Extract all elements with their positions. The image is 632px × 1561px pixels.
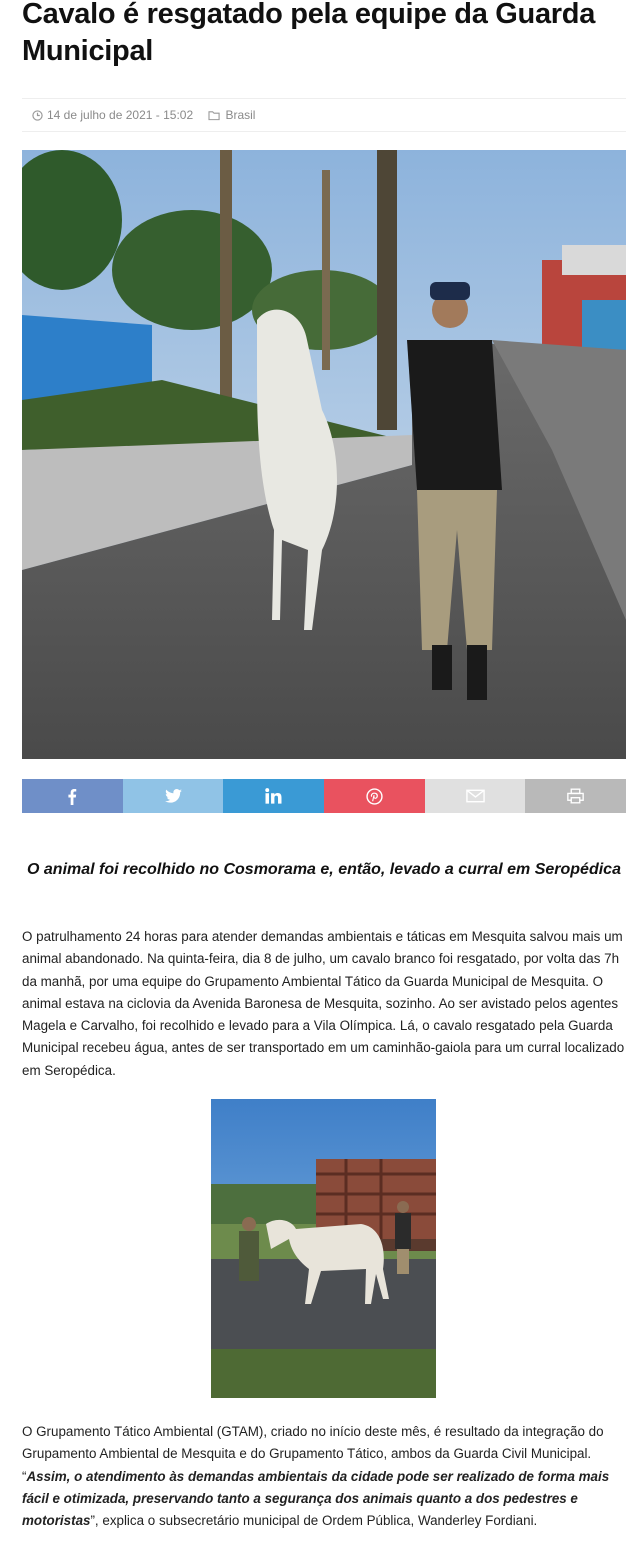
- article-date: [32, 99, 193, 131]
- linkedin-icon: [265, 788, 282, 804]
- facebook-icon: [67, 788, 77, 805]
- photo-guard-walking-white-horse: [22, 150, 626, 759]
- second-photo: [211, 1099, 436, 1398]
- share-email-button[interactable]: [425, 779, 526, 813]
- paragraph-2-quote: Assim, o atendimento às demandas ambientais da cidade pode ser realizado de forma mais fácil e otimizada, preservando tanto a segurança dos animais quanto a dos pedestres e motoristas: [22, 1468, 610, 1529]
- article-category[interactable]: [208, 99, 255, 131]
- share-facebook-button[interactable]: [22, 779, 123, 813]
- printer-icon: [567, 788, 584, 804]
- hero-photo: [22, 150, 626, 759]
- share-pinterest-button[interactable]: [324, 779, 425, 813]
- share-twitter-button[interactable]: [123, 779, 224, 813]
- share-bar: [22, 779, 626, 813]
- pinterest-icon: [366, 788, 383, 805]
- category-link[interactable]: Brasil: [225, 108, 256, 122]
- article-meta: [22, 98, 626, 132]
- twitter-icon: [165, 789, 182, 803]
- clock-icon: [32, 110, 43, 121]
- article-lead: O animal foi recolhido no Cosmorama e, então, levado a curral em Seropédica: [27, 861, 621, 878]
- photo-horse-near-truck: [211, 1099, 436, 1398]
- paragraph-2-end: ”, explica o subsecretário municipal de Ordem Pública, Wanderley Fordiani.: [90, 1513, 538, 1529]
- date-text: 14 de julho de 2021 - 15:02: [47, 108, 194, 122]
- envelope-icon: [466, 789, 485, 803]
- share-linkedin-button[interactable]: [223, 779, 324, 813]
- paragraph-2-start: O Grupamento Tático Ambiental (GTAM), criado no início deste mês, é resultado da integração do Grupamento Ambiental de Mesquita e do Grupamento Tático, ambos da Guarda Civil Municipal. “: [22, 1424, 604, 1484]
- article-paragraph-2: [22, 1421, 626, 1532]
- article-paragraph-1: O patrulhamento 24 horas para atender demandas ambientais e táticas em Mesquita salvou mais um animal abandonado. Na quinta-feira, dia 8 de julho, um cavalo branco foi resgatado, por volta das 7h da manhã, por uma equipe do Grupamento Ambiental Tático da Guarda Municipal de Mesquita. O animal estava na ciclovia da Avenida Baronesa de Mesquita, sozinho. Ao ser avistado pelos agentes Magela e Carvalho, foi recolhido e levado para a Vila Olímpica. Lá, o cavalo resgatado pela Guarda Municipal recebeu água, antes de ser transportado em um caminhão-gaiola para um curral localizado em Seropédica.: [22, 929, 625, 1078]
- print-button[interactable]: [525, 779, 626, 813]
- folder-icon: [208, 110, 221, 121]
- article-title: Cavalo é resgatado pela equipe da Guarda Municipal: [22, 0, 596, 67]
